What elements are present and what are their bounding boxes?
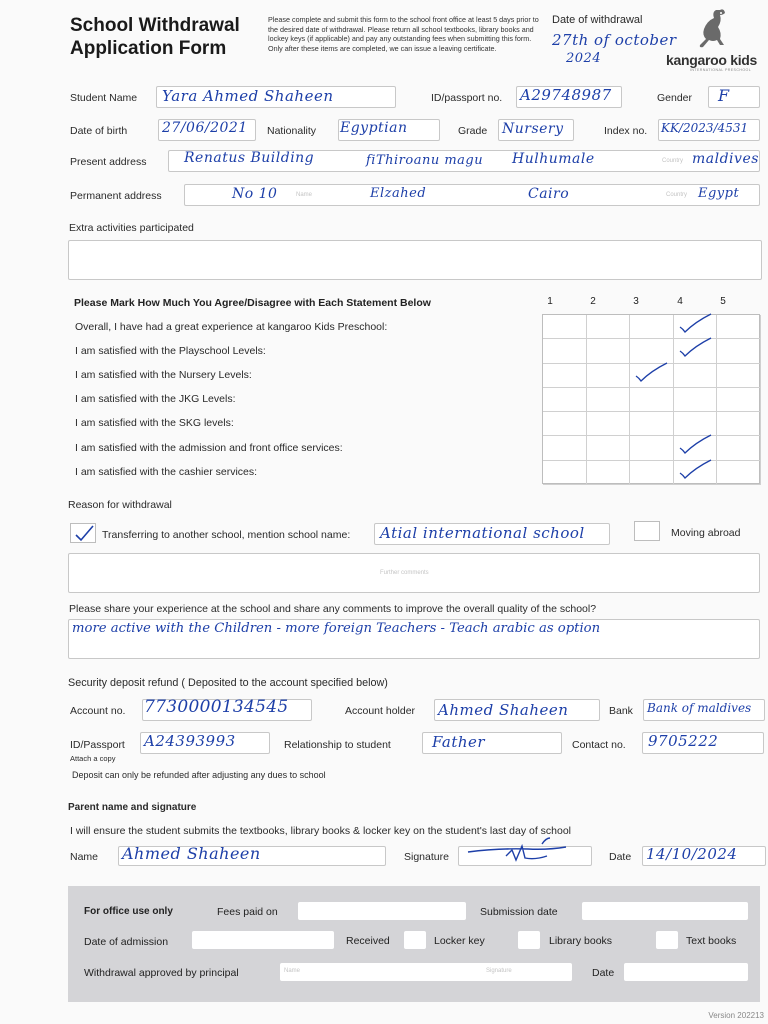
text-books-label: Text books — [686, 935, 737, 947]
scale-4: 4 — [677, 296, 683, 307]
nationality-label: Nationality — [267, 125, 317, 137]
attach-copy-note: Attach a copy — [70, 754, 116, 763]
rating-cell[interactable] — [587, 364, 631, 388]
rating-cell[interactable] — [587, 461, 631, 485]
principal-approval-label: Withdrawal approved by principal — [84, 967, 239, 979]
grade-label: Grade — [458, 125, 488, 137]
gender-value: F — [718, 86, 730, 105]
extra-activities-field[interactable] — [68, 240, 762, 280]
rating-cell[interactable] — [717, 412, 761, 436]
parent-name-label: Name — [70, 851, 99, 863]
withdrawal-date-label: Date of withdrawal — [552, 14, 643, 26]
index-value: KK/2023/4531 — [661, 121, 749, 135]
form-title-line1: School Withdrawal — [70, 15, 240, 36]
rating-cell[interactable] — [674, 388, 718, 412]
permanent-address-area: Elzahed — [370, 186, 427, 201]
locker-key-checkbox[interactable] — [404, 931, 426, 949]
id-passport-label: ID/Passport — [70, 739, 125, 751]
rating-cell[interactable] — [543, 315, 587, 339]
rating-tick-icon — [676, 311, 716, 337]
rating-cell[interactable] — [587, 436, 631, 460]
account-holder-value: Ahmed Shaheen — [438, 701, 569, 719]
office-heading: For office use only — [84, 906, 173, 917]
student-name-value: Yara Ahmed Shaheen — [162, 87, 334, 105]
survey-heading: Please Mark How Much You Agree/Disagree with Each Statement Below — [74, 297, 431, 309]
parent-date-value: 14/10/2024 — [646, 845, 738, 863]
index-label: Index no. — [604, 125, 648, 137]
extra-activities-label: Extra activities participated — [69, 222, 194, 234]
rating-tick-icon — [676, 335, 716, 361]
rating-cell[interactable] — [543, 461, 587, 485]
deposit-heading: Security deposit refund ( Deposited to the account specified below) — [68, 677, 388, 689]
rating-cell[interactable] — [587, 412, 631, 436]
withdrawal-reason-label: Reason for withdrawal — [68, 499, 172, 511]
rating-cell[interactable] — [630, 461, 674, 485]
school-name-value: Atial international school — [380, 524, 585, 542]
rating-cell[interactable] — [717, 436, 761, 460]
account-value: 7730000134545 — [144, 697, 289, 717]
withdrawal-date-year[interactable]: 2024 — [566, 51, 602, 66]
dob-value: 27/06/2021 — [162, 120, 248, 136]
admission-date-label: Date of admission — [84, 936, 169, 948]
present-address-label: Present address — [70, 156, 147, 168]
form-version: Version 202213 — [708, 1011, 764, 1020]
submission-date-field[interactable] — [582, 902, 748, 920]
parent-date-label: Date — [609, 851, 632, 863]
permanent-name-placeholder: Name — [296, 192, 313, 198]
survey-statement-2: I am satisfied with the Playschool Levels: — [75, 345, 266, 357]
principal-signature-placeholder: Signature — [486, 968, 512, 974]
student-name-label: Student Name — [70, 92, 138, 104]
rating-cell[interactable] — [717, 388, 761, 412]
rating-cell[interactable] — [543, 339, 587, 363]
rating-cell[interactable] — [630, 315, 674, 339]
withdrawal-date-value[interactable]: 27th of october — [552, 31, 677, 49]
survey-statement-7: I am satisfied with the cashier services: — [75, 466, 258, 478]
transfer-label: Transferring to another school, mention school name: — [102, 529, 351, 541]
permanent-address-city: Cairo — [528, 186, 570, 202]
scale-1: 1 — [547, 296, 553, 307]
rating-cell[interactable] — [717, 339, 761, 363]
grade-value: Nursery — [502, 121, 564, 137]
present-address-country: maldives — [692, 151, 759, 167]
permanent-country-placeholder: Country — [666, 192, 688, 198]
parent-heading: Parent name and signature — [68, 802, 197, 813]
bank-value: Bank of maldives — [647, 701, 752, 715]
rating-cell[interactable] — [543, 436, 587, 460]
rating-cell[interactable] — [543, 412, 587, 436]
rating-grid[interactable] — [542, 314, 760, 484]
parent-name-value: Ahmed Shaheen — [122, 844, 261, 863]
dob-label: Date of birth — [70, 125, 128, 137]
library-books-checkbox[interactable] — [518, 931, 540, 949]
rating-cell[interactable] — [543, 388, 587, 412]
survey-statement-3: I am satisfied with the Nursery Levels: — [75, 369, 252, 381]
gender-field[interactable] — [708, 86, 760, 108]
rating-tick-icon — [676, 432, 716, 458]
rating-cell[interactable] — [543, 364, 587, 388]
logo-text: kangaroo kids — [666, 52, 758, 68]
contact-value: 9705222 — [648, 732, 719, 750]
submission-date-label: Submission date — [480, 906, 558, 918]
form-title-line2: Application Form — [70, 38, 227, 59]
passport-label: ID/passport no. — [431, 92, 503, 104]
permanent-address-country: Egypt — [698, 186, 740, 201]
experience-answer: more active with the Children - more foreign Teachers - Teach arabic as option — [72, 621, 601, 636]
relationship-value: Father — [432, 733, 486, 751]
check-mark-icon — [71, 524, 97, 544]
present-country-placeholder: Country — [662, 158, 684, 164]
kangaroo-logo-icon — [690, 4, 738, 52]
rating-cell[interactable] — [630, 412, 674, 436]
nationality-value: Egyptian — [340, 120, 408, 136]
transfer-checkbox[interactable] — [70, 523, 96, 543]
further-comments-placeholder: Further comments — [380, 570, 429, 576]
account-label: Account no. — [70, 705, 126, 717]
rating-cell[interactable] — [674, 364, 718, 388]
rating-cell[interactable] — [717, 461, 761, 485]
principal-name-placeholder: Name — [284, 968, 301, 974]
survey-statement-4: I am satisfied with the JKG Levels: — [75, 393, 236, 405]
relationship-label: Relationship to student — [284, 739, 391, 751]
present-address-building: Renatus Building — [184, 150, 315, 166]
rating-cell[interactable] — [717, 364, 761, 388]
office-use-panel — [68, 886, 760, 1002]
scale-5: 5 — [720, 296, 726, 307]
locker-key-label: Locker key — [434, 935, 485, 947]
office-date-field[interactable] — [624, 963, 748, 981]
present-address-street: fiThiroanu magu — [366, 153, 484, 168]
office-date-label: Date — [592, 967, 615, 979]
form-title — [70, 14, 240, 60]
scale-3: 3 — [633, 296, 639, 307]
rating-cell[interactable] — [630, 388, 674, 412]
permanent-address-label: Permanent address — [70, 190, 162, 202]
survey-statement-1: Overall, I have had a great experience at kangaroo Kids Preschool: — [75, 321, 388, 333]
permanent-address-house: No 10 — [232, 186, 278, 202]
parent-declaration: I will ensure the student submits the textbooks, library books & locker key on the student's last day of school — [70, 825, 572, 837]
experience-question: Please share your experience at the school and share any comments to improve the overall quality of the school? — [69, 603, 597, 615]
logo-subtext: INTERNATIONAL PRESCHOOL — [690, 68, 752, 72]
scale-2: 2 — [590, 296, 596, 307]
text-books-checkbox[interactable] — [656, 931, 678, 949]
passport-value: A29748987 — [520, 86, 612, 104]
library-books-label: Library books — [549, 935, 613, 947]
rating-cell[interactable] — [587, 315, 631, 339]
instructions: Please complete and submit this form to the school front office at least 5 days prior to the desired date of withdrawal. Please return all school textbooks, library books and lockey keys (if applicable) and pay any outstanding fees when submitting this form. Only after these items are completed, we can issue a leaving certificate. — [268, 15, 539, 53]
gender-label: Gender — [657, 92, 693, 104]
signature-scribble — [462, 834, 582, 870]
received-label: Received — [346, 935, 390, 947]
rating-cell[interactable] — [630, 436, 674, 460]
rating-cell[interactable] — [717, 315, 761, 339]
rating-cell[interactable] — [587, 339, 631, 363]
rating-cell[interactable] — [587, 388, 631, 412]
contact-label: Contact no. — [572, 739, 626, 751]
fees-paid-label: Fees paid on — [217, 906, 278, 918]
bank-label: Bank — [609, 705, 633, 717]
account-holder-label: Account holder — [345, 705, 416, 717]
refund-note: Deposit can only be refunded after adjusting any dues to school — [72, 770, 326, 780]
moving-abroad-label: Moving abroad — [671, 527, 741, 539]
survey-statement-5: I am satisfied with the SKG levels: — [75, 417, 234, 429]
admission-date-field[interactable] — [192, 931, 334, 949]
moving-abroad-checkbox[interactable] — [634, 521, 660, 541]
rating-tick-icon — [676, 457, 716, 483]
principal-approval-field[interactable] — [280, 963, 572, 981]
survey-statement-6: I am satisfied with the admission and front office services: — [75, 442, 343, 454]
present-address-city: Hulhumale — [512, 151, 595, 167]
fees-paid-field[interactable] — [298, 902, 466, 920]
id-passport-value: A24393993 — [144, 732, 236, 750]
rating-tick-icon — [632, 360, 672, 386]
signature-label: Signature — [404, 851, 449, 863]
